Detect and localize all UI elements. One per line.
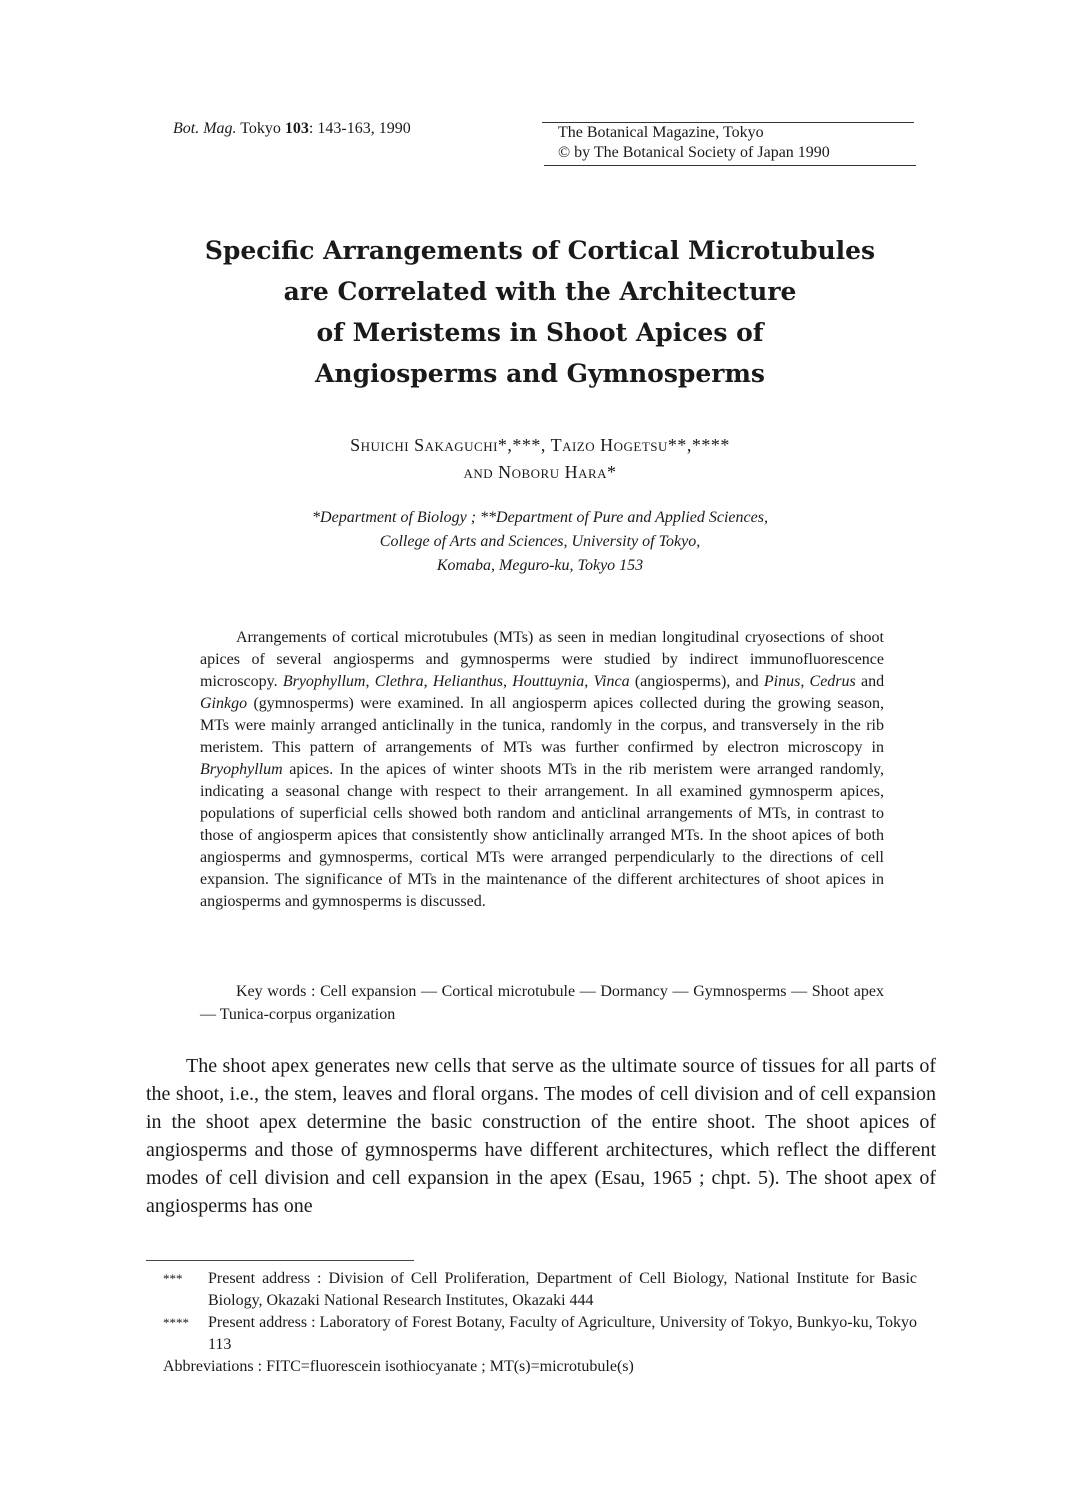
abstract-text-3: (gymnosperms) were examined. In all angiosperm apices collected during the growing season, MTs were mainly arranged anticlinally in the tunica, randomly in the corpus, and transversely in the rib meristem. This pattern of arrangements of MTs was further confirmed by electron microscopy in — [200, 695, 884, 756]
genus-helianthus: Helianthus — [432, 673, 504, 690]
body-paragraph: The shoot apex generates new cells that serve as the ultimate source of tissues for all parts of the shoot, i.e., the stem, leaves and floral organs. The modes of cell division and of cell expansion in the shoot apex determine the basic construction of the entire shoot. The shoot apices of angiosperms and those of gymnosperms have different architectures, which reflect the different modes of cell division and cell expansion in the apex (Esau, 1965 ; chpt. 5). The shoot apex of angiosperms has one — [146, 1055, 936, 1217]
journal-volume: 103 — [284, 120, 309, 137]
footnote-rule — [146, 1260, 414, 1261]
abstract-sep: , — [800, 673, 810, 690]
affiliation — [200, 506, 880, 578]
affiliation-line-3: Komaba, Meguro-ku, Tokyo 153 — [436, 557, 644, 574]
journal-abbr-mag: Mag. — [203, 120, 237, 137]
magazine-name: The Botanical Magazine, Tokyo — [558, 124, 764, 141]
abstract-sep: , — [365, 673, 375, 690]
journal-citation — [173, 120, 411, 138]
paper-title — [200, 230, 880, 394]
abstract-sep: , — [584, 673, 594, 690]
genus-bryophyllum: Bryophyllum — [282, 673, 366, 690]
affiliation-line-2: College of Arts and Sciences, University of Tokyo, — [379, 533, 701, 550]
abstract-text-4: apices. In the apices of winter shoots MTs in the rib meristem were arranged randomly, indicating a seasonal change with respect to their arrangement. In all examined gymnosperm apices, populations of superficial cells showed both random and anticlinal arrangements of MTs, in contrast to those of angiosperm apices that consistently show anticlinally arranged MTs. In the shoot apices of both angiosperms and gymnosperms, cortical MTs were arranged perpendicularly to the directions of cell expansion. The significance of MTs in the maintenance of the different architectures of shoot apices in angiosperms and gymnosperms is discussed. — [200, 761, 884, 910]
journal-pages-year: : 143-163, 1990 — [308, 120, 411, 137]
genus-cedrus: Cedrus — [809, 673, 856, 690]
title-line-2: are Correlated with the Architecture — [283, 277, 797, 306]
footnote-mark-2: **** — [163, 1315, 189, 1330]
genus-vinca: Vinca — [593, 673, 630, 690]
footnotes — [163, 1268, 917, 1378]
footnote-1 — [163, 1268, 917, 1312]
abstract-text-2: (angiosperms), and — [629, 673, 764, 690]
title-line-1: Specific Arrangements of Cortical Microtubules — [204, 236, 876, 265]
authors-line-1: Shuichi Sakaguchi*,***, Taizo Hogetsu**,**** — [350, 435, 730, 455]
keywords: Key words : Cell expansion — Cortical microtubule — Dormancy — Gymnosperms — Shoot apex — Tunica-corpus organization — [200, 983, 884, 1023]
authors-line-2: and Noboru Hara* — [463, 462, 617, 482]
title-line-4: Angiosperms and Gymnosperms — [315, 359, 765, 388]
copyright-line: © by The Botanical Society of Japan 1990 — [544, 143, 916, 166]
genus-pinus: Pinus — [763, 673, 801, 690]
genus-ginkgo: Ginkgo — [200, 695, 248, 712]
abstract-text-1: Arrangements of cortical microtubules (MTs) as seen in median longitudinal cryosections of shoot apices of several angiosperms and gymnosperms were studied by indirect immunofluorescence microscopy. — [200, 629, 884, 690]
genus-clethra: Clethra — [374, 673, 424, 690]
footnote-2 — [163, 1312, 917, 1356]
footnote-text-2: Present address : Laboratory of Forest Botany, Faculty of Agriculture, University of Tokyo, Bunkyo-ku, Tokyo 113 — [208, 1314, 917, 1353]
journal-city: Tokyo — [240, 120, 281, 137]
abstract-sep: and — [855, 673, 885, 690]
abstract-sep: , — [503, 673, 513, 690]
author-list — [200, 432, 880, 486]
affiliation-line-1: *Department of Biology ; **Department of Pure and Applied Sciences, — [312, 509, 768, 526]
abstract — [200, 627, 884, 913]
journal-abbr-bot: Bot. — [173, 120, 200, 137]
footnote-mark-1: *** — [163, 1271, 183, 1286]
abstract-sep: , — [423, 673, 433, 690]
genus-houttuynia: Houttuynia — [512, 673, 585, 690]
journal-copyright-box — [544, 122, 916, 166]
abbreviations: Abbreviations : FITC=fluorescein isothiocyanate ; MT(s)=microtubule(s) — [163, 1358, 634, 1375]
genus-bryophyllum-2: Bryophyllum — [200, 761, 283, 778]
title-line-3: of Meristems in Shoot Apices of — [316, 318, 764, 347]
footnote-text-1: Present address : Division of Cell Proliferation, Department of Cell Biology, National Institute for Basic Biology, Okazaki National Research Institutes, Okazaki 444 — [208, 1270, 917, 1309]
